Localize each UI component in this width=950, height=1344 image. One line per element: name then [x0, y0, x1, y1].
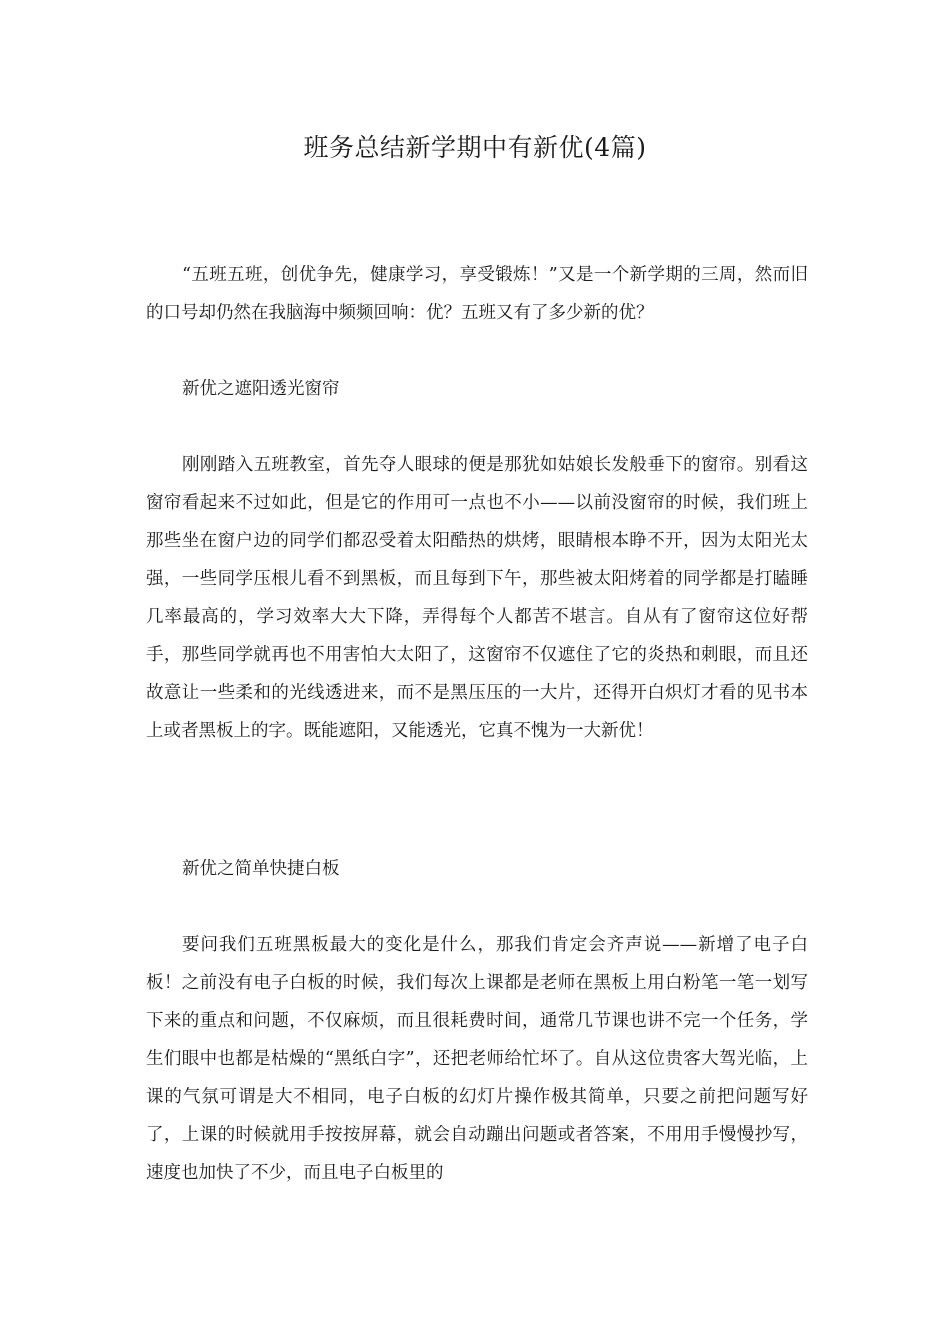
section-heading-curtain: 新优之遮阳透光窗帘	[182, 379, 340, 399]
paragraph-whiteboard: 要问我们五班黑板最大的变化是什么，那我们肯定会齐声说——新增了电子白板！之前没有电子白板的时候，我们每次上课都是老师在黑板上用白粉笔一笔一划写下来的重点和问题，不仅麻烦，而且很耗费时间，通常几节课也讲不完一个任务，学生们眼中也都是枯燥的“黑纸白字”，还把老师给忙坏了。自从这位贵客大驾光临，上课的气氛可谓是大不相同，电子白板的幻灯片操作极其简单，只要之前把问题写好了，上课的时候就用手按按屏幕，就会自动蹦出问题或者答案，不用用手慢慢抄写，速度也加快了不少，而且电子白板里的	[146, 935, 808, 1183]
paragraph-curtain: 刚刚踏入五班教室，首先夺人眼球的便是那犹如姑娘长发般垂下的窗帘。别看这窗帘看起来不过如此，但是它的作用可一点也不小——以前没窗帘的时候，我们班上那些坐在窗户边的同学们都忍受着太阳酷热的烘烤，眼睛根本睁不开，因为太阳光太强，一些同学压根儿看不到黑板，而且每到下午，那些被太阳烤着的同学都是打瞌睡几率最高的，学习效率大大下降，弄得每个人都苦不堪言。自从有了窗帘这位好帮手，那些同学就再也不用害怕大太阳了，这窗帘不仅遮住了它的炎热和刺眼，而且还故意让一些柔和的光线透进来，而不是黑压压的一大片，还得开白炽灯才看的见书本上或者黑板上的字。既能遮阳，又能透光，它真不愧为一大新优！	[146, 455, 808, 741]
paragraph-intro: “五班五班，创优争先，健康学习，享受锻炼！”又是一个新学期的三周，然而旧的口号却仍然在我脑海中频频回响：优？五班又有了多少新的优？	[146, 265, 808, 323]
document-title: 班务总结新学期中有新优(4篇)	[303, 133, 647, 162]
section-heading-whiteboard: 新优之简单快捷白板	[182, 859, 340, 879]
